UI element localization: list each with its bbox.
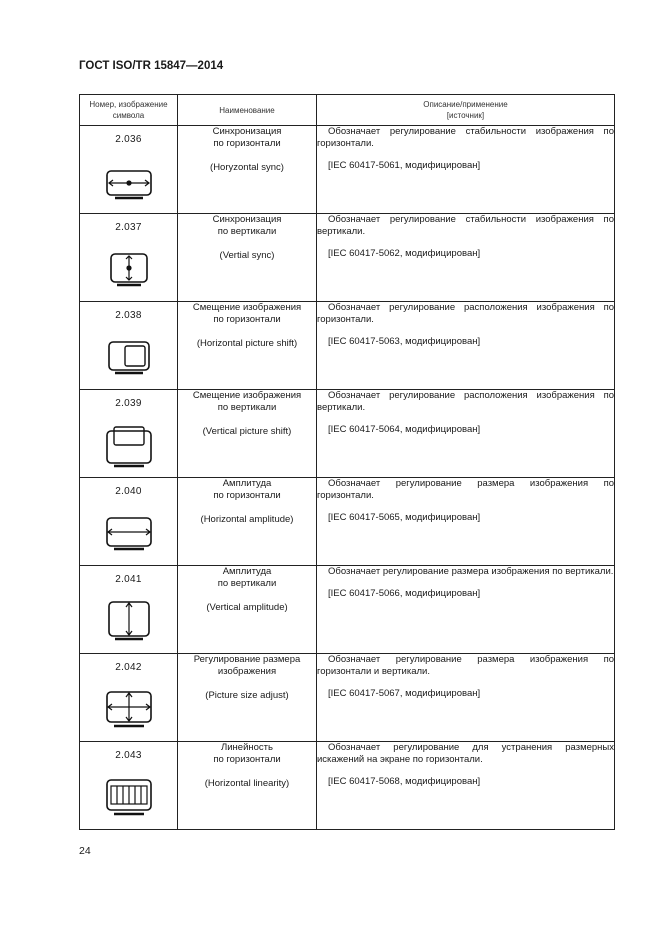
horizontal-linearity-icon (104, 777, 154, 817)
horizontal-picture-shift-icon (105, 339, 153, 375)
name-cell: Смещение изображения по горизонтали (Horizontal picture shift) (178, 302, 317, 390)
description-cell: Обозначает регулирование стабильности изображения по горизонтали. [IEC 60417-5061, модифицирован] (317, 126, 615, 214)
table-row (80, 566, 615, 654)
symbol-number: 2.036 (115, 134, 142, 145)
description-cell: Обозначает регулирование расположения изображения по вертикали. [IEC 60417-5064, модифицирован] (317, 390, 615, 478)
picture-size-adjust-icon (104, 689, 154, 729)
symbol-number: 2.038 (115, 310, 142, 321)
description-cell: Обозначает регулирование размера изображения по горизонтали и вертикали. [IEC 60417-5067, модифицирован] (317, 654, 615, 742)
name-cell: Амплитуда по вертикали (Vertical amplitude) (178, 566, 317, 654)
symbol-cell (80, 390, 178, 478)
description-cell: Обозначает регулирование стабильности изображения по вертикали. [IEC 60417-5062, модифицирован] (317, 214, 615, 302)
table-row (80, 214, 615, 302)
symbol-number: 2.042 (115, 662, 142, 673)
symbols-table (79, 94, 615, 830)
table-row (80, 390, 615, 478)
symbol-cell (80, 126, 178, 214)
table-row (80, 126, 615, 214)
name-cell: Смещение изображения по вертикали (Vertical picture shift) (178, 390, 317, 478)
vertical-picture-shift-icon (104, 425, 154, 469)
symbol-number: 2.040 (115, 486, 142, 497)
symbol-number: 2.039 (115, 398, 142, 409)
description-cell: Обозначает регулирование для устранения размерных искажений на экране по горизонтали. [IEC 60417-5068, модифицирован] (317, 742, 615, 830)
symbol-number: 2.041 (115, 574, 142, 585)
table-row (80, 478, 615, 566)
name-cell: Амплитуда по горизонтали (Horizontal amplitude) (178, 478, 317, 566)
table-row (80, 302, 615, 390)
symbol-cell (80, 478, 178, 566)
name-cell: Регулирование размера изображения (Picture size adjust) (178, 654, 317, 742)
description-cell: Обозначает регулирование размера изображения по вертикали. [IEC 60417-5066, модифицирован] (317, 566, 615, 654)
name-cell: Синхронизация по вертикали (Vertial sync) (178, 214, 317, 302)
header-name: Наименование (178, 95, 317, 126)
horizontal-sync-icon (105, 169, 153, 201)
page-number: 24 (79, 845, 91, 857)
document-title: ГОСТ ISO/TR 15847—2014 (79, 60, 224, 72)
table-row (80, 742, 615, 830)
table-header-row (80, 95, 615, 126)
name-cell: Синхронизация по горизонтали (Horyzontal sync) (178, 126, 317, 214)
table-row (80, 654, 615, 742)
symbol-cell (80, 302, 178, 390)
vertical-amplitude-icon (105, 599, 153, 643)
name-cell: Линейность по горизонтали (Horizontal linearity) (178, 742, 317, 830)
symbol-cell (80, 742, 178, 830)
symbol-cell (80, 214, 178, 302)
symbol-number: 2.037 (115, 222, 142, 233)
header-description: Описание/применение [источник] (317, 95, 615, 126)
vertical-sync-icon (105, 251, 153, 289)
description-cell: Обозначает регулирование размера изображения по горизонтали. [IEC 60417-5065, модифицирован] (317, 478, 615, 566)
header-number-image: Номер, изображение символа (80, 95, 178, 126)
symbol-cell (80, 566, 178, 654)
horizontal-amplitude-icon (104, 515, 154, 551)
symbol-cell (80, 654, 178, 742)
description-cell: Обозначает регулирование расположения изображения по горизонтали. [IEC 60417-5063, модифицирован] (317, 302, 615, 390)
symbol-number: 2.043 (115, 750, 142, 761)
